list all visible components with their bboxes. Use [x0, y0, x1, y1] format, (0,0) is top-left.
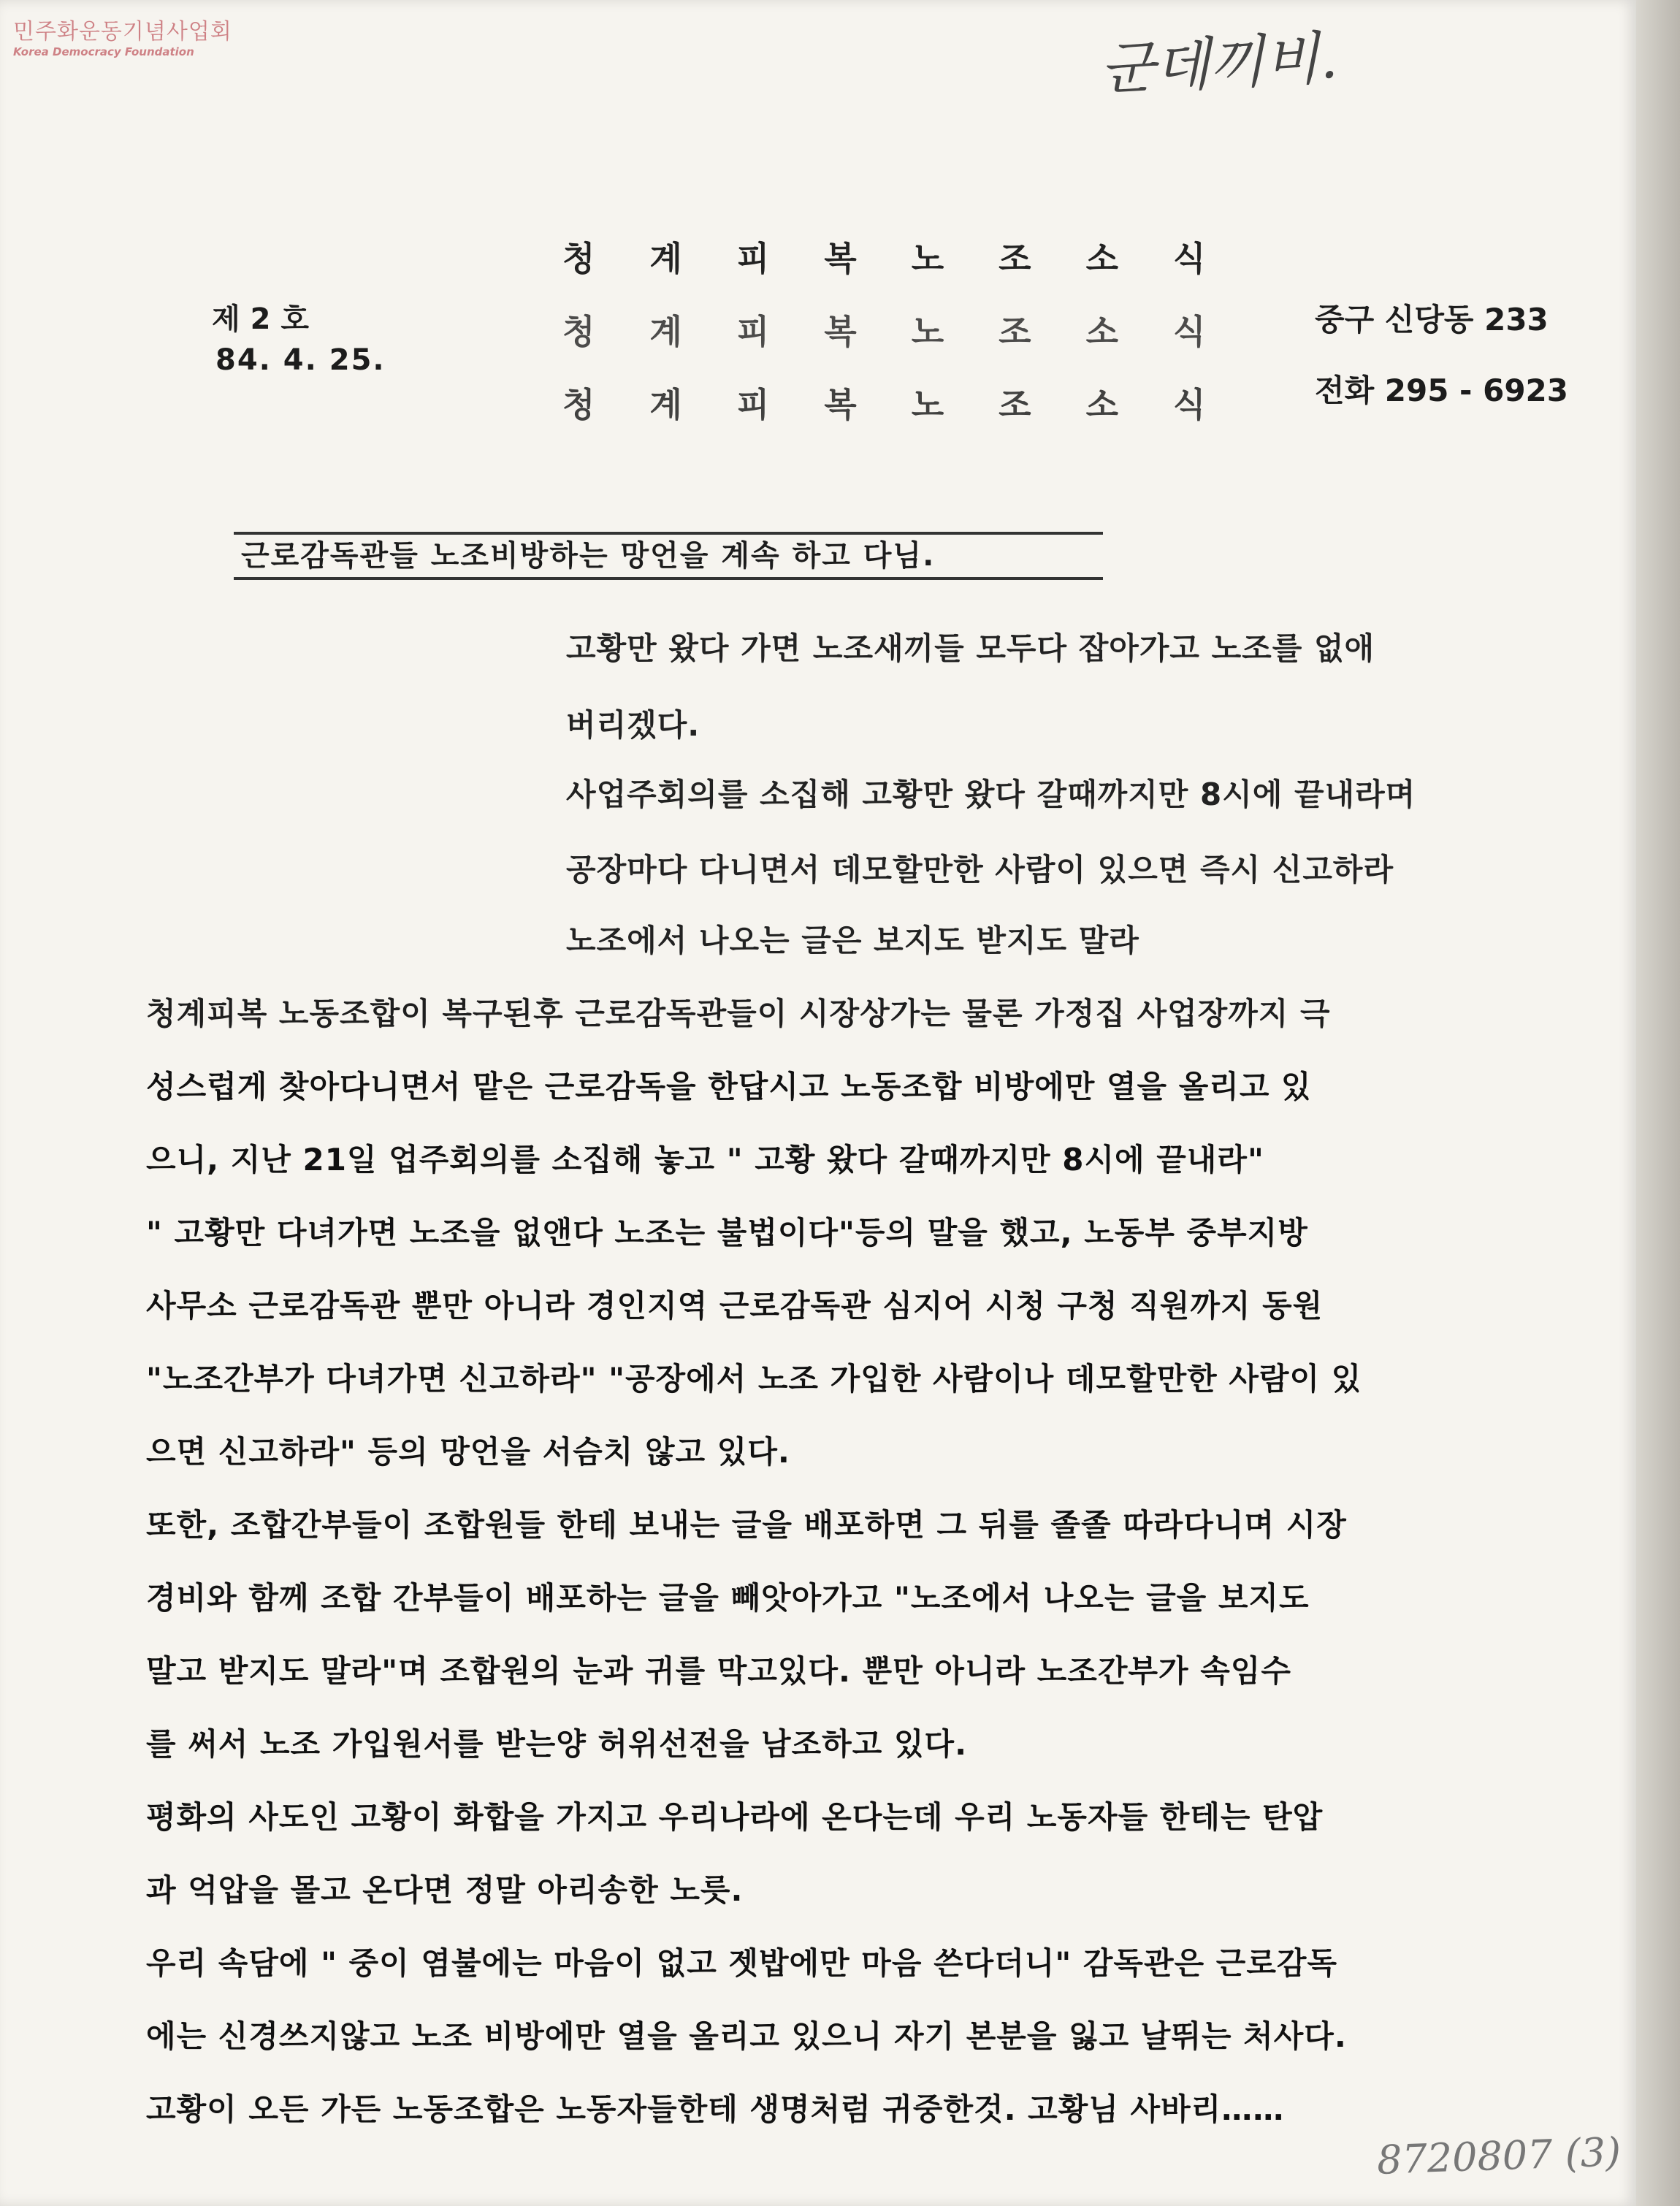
archive-number: 8720807 (3): [1376, 2129, 1622, 2183]
body-line: 으니, 지난 21일 업주회의를 소집해 놓고 " 고황 왔다 갈때까지만 8시에 끝내라": [146, 1142, 1264, 1178]
issue-date: 84. 4. 25.: [215, 343, 386, 377]
body-line: 과 억압을 몰고 온다면 정말 아리송한 노릇.: [146, 1872, 744, 1908]
body-line: 고황이 오든 가든 노동조합은 노동자들한테 생명처럼 귀중한것. 고황님 사바리……: [146, 2091, 1285, 2127]
body-line: 평화의 사도인 고황이 화합을 가지고 우리나라에 온다는데 우리 노동자들 한테는 탄압: [146, 1799, 1324, 1835]
quote-line: 노조에서 나오는 글은 보지도 받지도 말라: [566, 923, 1139, 958]
body-line: 사무소 근로감독관 뿐만 아니라 경인지역 근로감독관 심지어 시청 구청 직원까지 동원: [146, 1288, 1324, 1324]
address: 중구 신당동 233: [1315, 302, 1549, 337]
newsletter-title-1: 청계피복노조소식: [562, 239, 1261, 278]
body-line: 성스럽게 찾아다니면서 맡은 근로감독을 한답시고 노동조합 비방에만 열을 올리고 있: [146, 1069, 1312, 1104]
body-line: 경비와 함께 조합 간부들이 배포하는 글을 빼앗아가고 "노조에서 나오는 글을 보지도: [146, 1580, 1310, 1616]
quote-line: 공장마다 다니면서 데모할만한 사람이 있으면 즉시 신고하라: [566, 852, 1394, 888]
handwritten-note: 군데끼비.: [1098, 25, 1340, 104]
phone-number: 전화 295 - 6923: [1315, 373, 1569, 408]
body-line: 에는 신경쓰지않고 노조 비방에만 열을 올리고 있으니 자기 본분을 잃고 날뛰는 처사다.: [146, 2018, 1347, 2054]
body-line: 청계피복 노동조합이 복구된후 근로감독관들이 시장상가는 물론 가정집 사업장까지 극: [146, 996, 1331, 1031]
body-line: 으면 신고하라" 등의 망언을 서슴치 않고 있다.: [146, 1434, 790, 1470]
quote-line: 사업주회의를 소집해 고황만 왔다 갈때까지만 8시에 끝내라며: [566, 776, 1416, 812]
body-line: " 고황만 다녀가면 노조을 없앤다 노조는 불법이다"등의 말을 했고, 노동부 중부지방: [146, 1215, 1308, 1251]
watermark-english: Korea Democracy Foundation: [13, 45, 194, 58]
body-line: 또한, 조합간부들이 조합원들 한테 보내는 글을 배포하면 그 뒤를 졸졸 따라다니며 시장: [146, 1507, 1347, 1543]
issue-number: 제 2 호: [212, 302, 309, 336]
article-headline: 근로감독관들 노조비방하는 망언을 계속 하고 다님.: [234, 532, 1103, 580]
foundation-watermark: [13, 13, 232, 58]
page-edge: [1636, 0, 1680, 2206]
quote-line: 버리겠다.: [566, 707, 700, 743]
quote-line: 고황만 왔다 가면 노조새끼들 모두다 잡아가고 노조를 없애: [566, 630, 1375, 666]
body-line: "노조간부가 다녀가면 신고하라" "공장에서 노조 가입한 사람이나 데모할만한 사람이 있: [146, 1361, 1362, 1397]
newsletter-title-2: 청계피복노조소식: [562, 312, 1261, 351]
newsletter-title-3: 청계피복노조소식: [562, 385, 1261, 424]
body-line: 를 써서 노조 가입원서를 받는양 허위선전을 남조하고 있다.: [146, 1726, 968, 1762]
body-line: 우리 속담에 " 중이 염불에는 마음이 없고 젯밥에만 마음 쓴다더니" 감독관은 근로감독: [146, 1945, 1338, 1981]
body-line: 말고 받지도 말라"며 조합원의 눈과 귀를 막고있다. 뿐만 아니라 노조간부가 속임수: [146, 1653, 1291, 1689]
watermark-korean: 민주화운동기념사업회: [13, 19, 232, 45]
